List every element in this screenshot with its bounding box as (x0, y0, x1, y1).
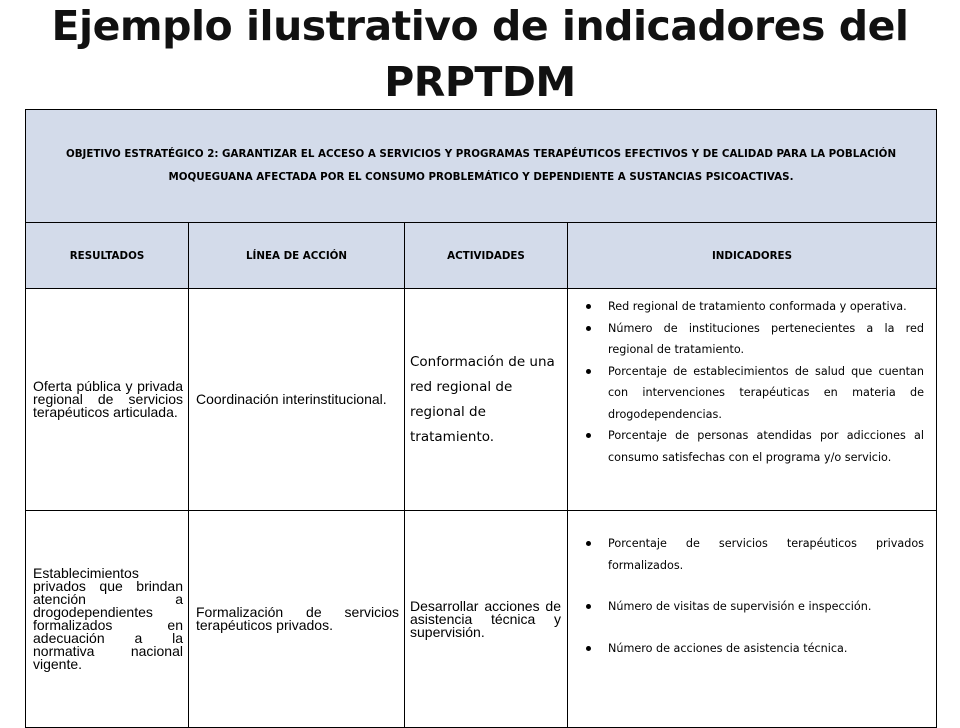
resultado-cell: Oferta pública y privada regional de servicios terapéuticos articulada. (26, 289, 189, 511)
indicator-text: Número de instituciones pertenecientes a la red regional de tratamiento. (608, 321, 924, 356)
bullet-icon (586, 604, 591, 609)
indicator-text: Porcentaje de personas atendidas por adicciones al consumo satisfechas con el programa y/o servicio. (608, 429, 924, 464)
indicator-item (572, 638, 924, 660)
bullet-icon (586, 646, 591, 651)
indicator-list (572, 533, 924, 659)
bullet-icon (586, 326, 591, 331)
column-header-indicadores: INDICADORES (568, 223, 937, 289)
indicator-item (572, 533, 924, 576)
indicadores-cell (568, 289, 937, 511)
indicator-text: Número de acciones de asistencia técnica. (608, 641, 848, 655)
page-title-line-2: PRPTDM (384, 58, 576, 106)
column-header-actividades: ACTIVIDADES (405, 223, 568, 289)
column-header-linea-de-accion: LÍNEA DE ACCIÓN (189, 223, 405, 289)
indicator-text: Porcentaje de servicios terapéuticos privados formalizados. (608, 537, 924, 572)
table-row (26, 511, 937, 728)
indicator-text: Porcentaje de establecimientos de salud que cuentan con intervenciones terapéuticas en materia de drogodependencias. (608, 364, 924, 421)
linea-accion-cell: Coordinación interinstitucional. (189, 289, 405, 511)
column-header-resultados: RESULTADOS (26, 223, 189, 289)
objective-header: OBJETIVO ESTRATÉGICO 2: GARANTIZAR EL ACCESO A SERVICIOS Y PROGRAMAS TERAPÉUTICOS EFECTIVOS Y DE CALIDAD PARA LA POBLACIÓN MOQUEGUANA AFECTADA POR EL CONSUMO PROBLEMÁTICO Y DEPENDIENTE A SUSTANCIAS PSICOACTIVAS. (26, 110, 937, 223)
indicator-list (572, 296, 924, 468)
bullet-icon (586, 304, 591, 309)
column-header-row (26, 223, 937, 289)
actividad-cell: Conformación de una red regional de regional de tratamiento. (405, 289, 568, 511)
indicator-item (572, 425, 924, 468)
indicator-item (572, 361, 924, 426)
indicator-text: Red regional de tratamiento conformada y operativa. (608, 300, 907, 313)
indicadores-cell (568, 511, 937, 728)
page-title (0, 0, 960, 107)
bullet-icon (586, 433, 591, 438)
bullet-icon (586, 369, 591, 374)
indicator-item (572, 296, 924, 318)
page-title-line-1: Ejemplo ilustrativo de indicadores del (51, 2, 909, 50)
actividad-cell: Desarrollar acciones de asistencia técnica y supervisión. (405, 511, 568, 728)
bullet-icon (586, 541, 591, 546)
indicator-item (572, 318, 924, 361)
resultado-cell: Establecimientos privados que brindan atención a drogodependientes formalizados en adecuación a la normativa nacional vigente. (26, 511, 189, 728)
indicator-text: Número de visitas de supervisión e inspección. (608, 600, 872, 613)
indicator-item (572, 596, 924, 618)
table-row (26, 289, 937, 511)
linea-accion-cell: Formalización de servicios terapéuticos privados. (189, 511, 405, 728)
indicators-table (25, 109, 937, 728)
